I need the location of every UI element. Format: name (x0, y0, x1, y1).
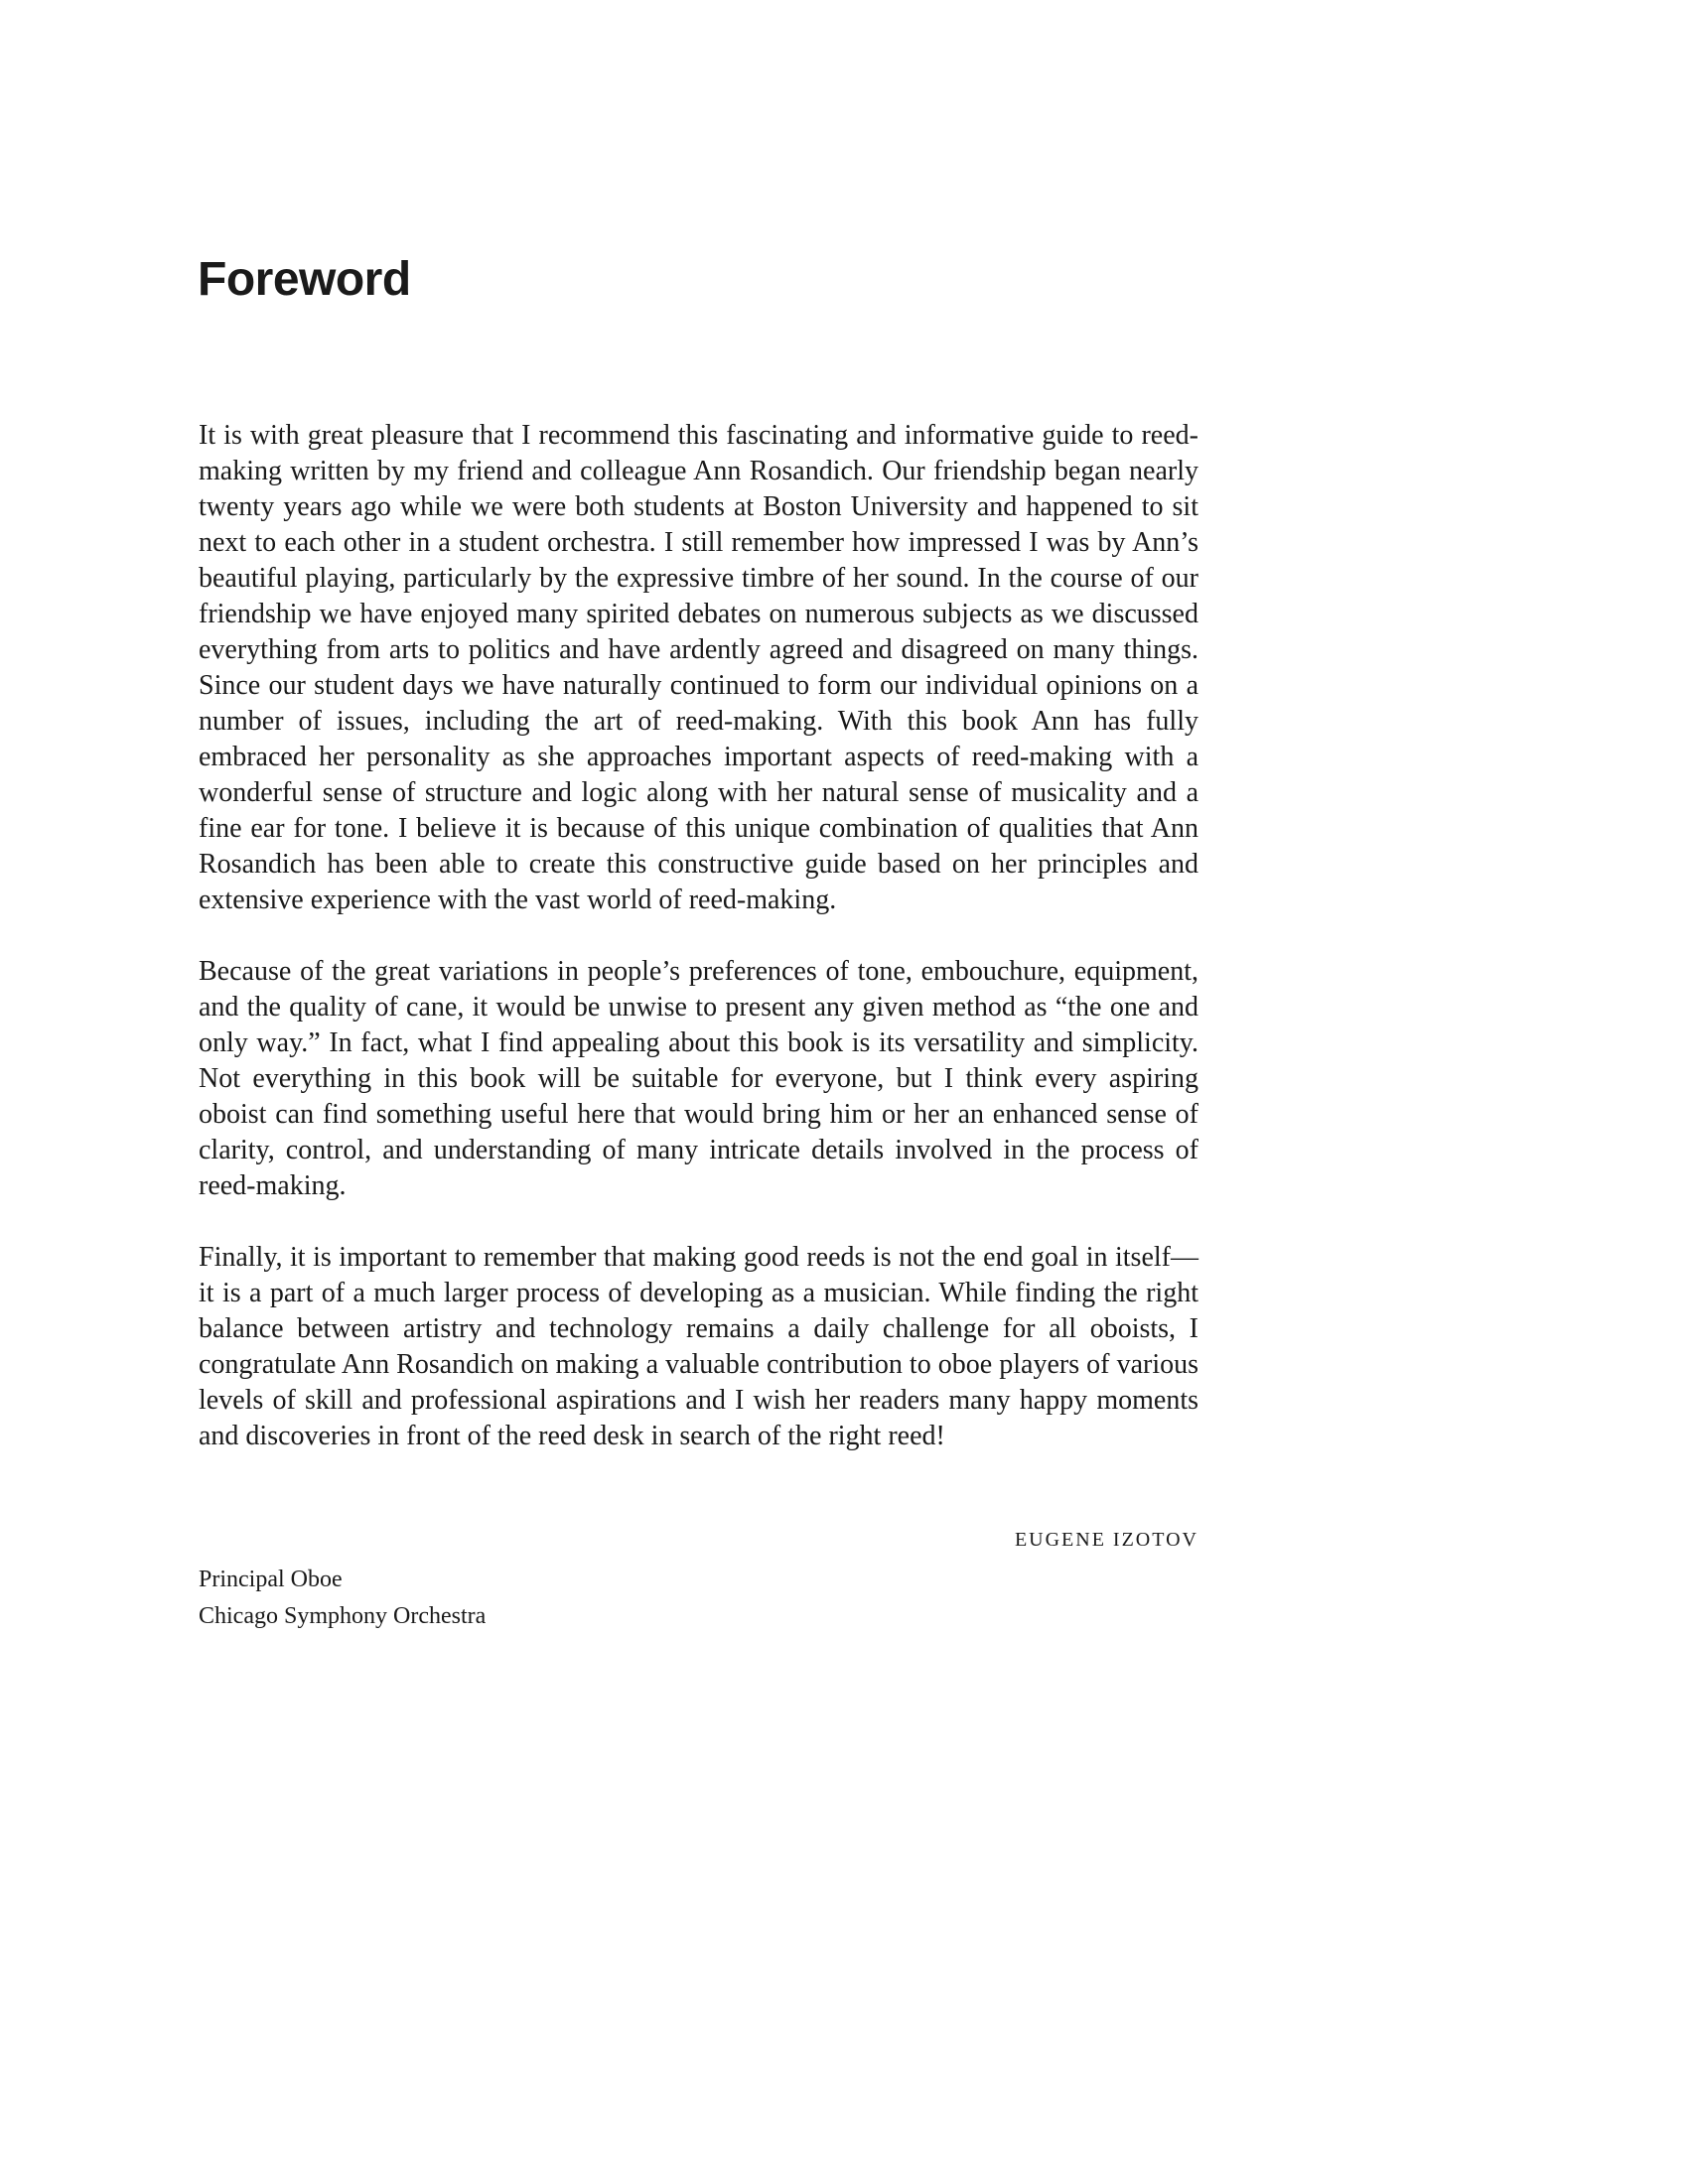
author-signature: EUGENE IZOTOV (1014, 1529, 1198, 1551)
author-organization: Chicago Symphony Orchestra (199, 1603, 487, 1629)
paragraph-1: It is with great pleasure that I recommend this fascinating and informative guide to reed-making written by my friend and colleague Ann Rosandich. Our friendship began nearly twenty years ago while we were both students at Boston University and happened to sit next to each other in a student orchestra. I still remember how impressed I was by Ann’s beautiful playing, particularly by the expressive timbre of her sound. In the course of our friendship we have enjoyed many spirited debates on numerous subjects as we discussed everything from arts to politics and have ardently agreed and disagreed on many things. Since our student days we have naturally continued to form our individual opinions on a number of issues, including the art of reed-making. With this book Ann has fully embraced her personality as she approaches important aspects of reed-making with a wonderful sense of structure and logic along with her natural sense of musicality and a fine ear for tone. I believe it is because of this unique combination of qualities that Ann Rosandich has been able to create this constructive guide based on her principles and extensive experience with the vast world of reed-making. (199, 420, 1198, 915)
author-position: Principal Oboe (199, 1567, 343, 1592)
author-affiliation (199, 1562, 486, 1635)
paragraph-3: Finally, it is important to remember that making good reeds is not the end goal in itself—it is a part of a much larger process of developing as a musician. While finding the right balance between artistry and technology remains a daily challenge for all oboists, I congratulate Ann Rosandich on making a valuable contribution to oboe players of various levels of skill and professional aspirations and I wish her readers many happy moments and discoveries in front of the reed desk in search of the right reed! (199, 1242, 1198, 1451)
paragraph-2: Because of the great variations in people’s preferences of tone, embouchure, equipment, and the quality of cane, it would be unwise to present any given method as “the one and only way.” In fact, what I find appealing about this book is its versatility and simplicity. Not everything in this book will be suitable for everyone, but I think every aspiring oboist can find something useful here that would bring him or her an enhanced sense of clarity, control, and understanding of many intricate details involved in the process of reed-making. (199, 956, 1198, 1201)
foreword-body (199, 418, 1198, 1454)
page-title: Foreword (198, 253, 411, 306)
